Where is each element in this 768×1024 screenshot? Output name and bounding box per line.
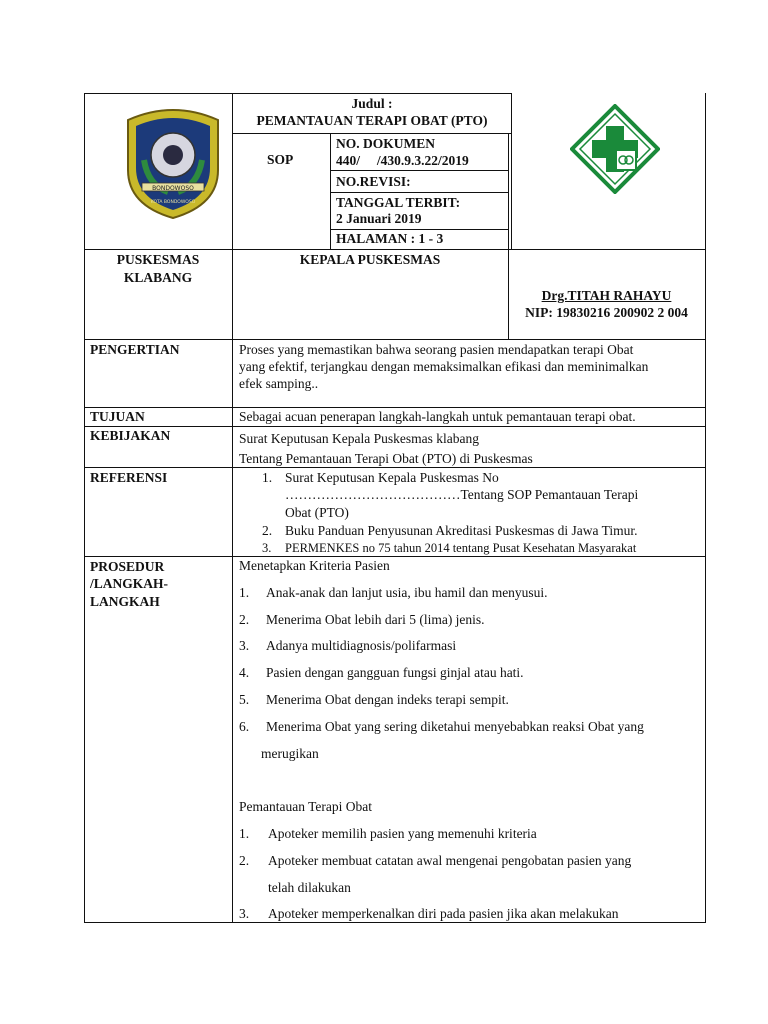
- s2-item-2-cont: telah dilakukan: [268, 880, 351, 895]
- s1-item-4-num: 4.: [239, 665, 250, 680]
- doc-info-divider-2: [330, 192, 509, 193]
- org-name-line1: PUSKESMAS: [116, 252, 200, 267]
- org-name-line2: KLABANG: [123, 270, 193, 285]
- s2-item-1-text: Apoteker memilih pasien yang memenuhi kriteria: [268, 826, 537, 841]
- tanggal-terbit-label: TANGGAL TERBIT:: [336, 195, 461, 210]
- section2-title: Pemantauan Terapi Obat: [239, 799, 373, 814]
- pengertian-line-1: Proses yang memastikan bahwa seorang pasien mendapatkan terapi Obat: [239, 342, 634, 357]
- pengertian-label: PENGERTIAN: [90, 342, 180, 357]
- s1-item-6-cont: merugikan: [261, 746, 319, 761]
- no-revisi-label: NO.REVISI:: [336, 174, 411, 189]
- judul-label: Judul :: [351, 96, 393, 111]
- prosedur-label-line2: /LANGKAH-: [90, 576, 169, 591]
- prosedur-label-line3: LANGKAH: [90, 594, 160, 609]
- svg-text:KOTA BONDOWOSO: KOTA BONDOWOSO: [150, 200, 196, 205]
- svg-text:BONDOWOSO: BONDOWOSO: [152, 185, 194, 192]
- referensi-label: REFERENSI: [90, 470, 168, 485]
- doc-info-divider-1: [330, 170, 509, 171]
- no-dokumen-label: NO. DOKUMEN: [336, 136, 435, 151]
- s2-item-1-num: 1.: [239, 826, 250, 841]
- s1-item-3-text: Adanya multidiagnosis/polifarmasi: [266, 638, 457, 653]
- pengertian-line-3: efek samping..: [239, 376, 319, 391]
- referensi-num-2: 2.: [262, 523, 273, 538]
- s1-item-5-num: 5.: [239, 692, 250, 707]
- table-right-border: [705, 93, 706, 923]
- s1-item-5-text: Menerima Obat dengan indeks terapi sempit.: [266, 692, 509, 707]
- referensi-3-line-1: PERMENKES no 75 tahun 2014 tentang Pusat Kesehatan Masyarakat: [285, 541, 637, 555]
- title-row-divider: [232, 133, 512, 134]
- pengertian-line-2: yang efektif, terjangkau dengan memaksimalkan efikasi dan meminimalkan: [239, 359, 649, 374]
- s1-item-2-num: 2.: [239, 612, 250, 627]
- header-bottom-divider: [84, 249, 706, 250]
- s1-item-1-text: Anak-anak dan lanjut usia, ibu hamil dan menyusui.: [266, 585, 548, 600]
- signatory-nip: NIP: 19830216 200902 2 004: [525, 305, 688, 320]
- no-dokumen-value: 440/ /430.9.3.22/2019: [336, 153, 469, 168]
- signatory-name: Drg.TITAH RAHAYU: [541, 288, 672, 303]
- regional-crest-logo: [118, 100, 228, 220]
- s1-item-2-text: Menerima Obat lebih dari 5 (lima) jenis.: [266, 612, 485, 627]
- table-bottom-border: [84, 922, 706, 923]
- sop-column-divider: [330, 133, 331, 249]
- referensi-bottom-divider: [84, 556, 706, 557]
- s2-item-2-num: 2.: [239, 853, 250, 868]
- halaman-label: HALAMAN : 1 - 3: [336, 231, 444, 246]
- pengertian-bottom-divider: [84, 407, 706, 408]
- doc-info-divider-3: [330, 229, 509, 230]
- prosedur-label-line1: PROSEDUR: [90, 559, 165, 574]
- referensi-num-3: 3.: [262, 541, 272, 555]
- referensi-1-line-3: Obat (PTO): [285, 505, 349, 520]
- section1-title: Menetapkan Kriteria Pasien: [239, 558, 390, 573]
- referensi-num-1: 1.: [262, 470, 273, 485]
- referensi-1-line-2: …………………………………Tentang SOP Pemantauan Terapi: [285, 487, 639, 502]
- referensi-2-line-1: Buku Panduan Penyusunan Akreditasi Puskesmas di Jawa Timur.: [285, 523, 638, 538]
- kepala-puskesmas-label: KEPALA PUSKESMAS: [299, 252, 441, 267]
- s1-item-3-num: 3.: [239, 638, 250, 653]
- puskesmas-cross-logo: [570, 104, 660, 194]
- tujuan-label: TUJUAN: [90, 409, 145, 424]
- label-column-divider: [232, 93, 233, 923]
- tanggal-terbit-value: 2 Januari 2019: [336, 211, 422, 226]
- tujuan-bottom-divider: [84, 426, 706, 427]
- s1-item-6-text: Menerima Obat yang sering diketahui menyebabkan reaksi Obat yang: [266, 719, 644, 734]
- sign-bottom-divider: [84, 339, 706, 340]
- referensi-1-line-1: Surat Keputusan Kepala Puskesmas No: [285, 470, 499, 485]
- kebijakan-line-1: Surat Keputusan Kepala Puskesmas klabang: [239, 431, 479, 446]
- doc-info-right-divider: [508, 133, 509, 249]
- s2-item-3-text: Apoteker memperkenalkan diri pada pasien jika akan melakukan: [268, 906, 619, 921]
- kebijakan-bottom-divider: [84, 467, 706, 468]
- s1-item-1-num: 1.: [239, 585, 250, 600]
- s2-item-2-text: Apoteker membuat catatan awal mengenai pengobatan pasien yang: [268, 853, 632, 868]
- table-left-border: [84, 93, 85, 923]
- tujuan-text: Sebagai acuan penerapan langkah-langkah untuk pemantauan terapi obat.: [239, 409, 636, 424]
- s1-item-6-num: 6.: [239, 719, 250, 734]
- s1-item-4-text: Pasien dengan gangguan fungsi ginjal atau hati.: [266, 665, 524, 680]
- sop-label: SOP: [267, 152, 294, 167]
- s2-item-3-num: 3.: [239, 906, 250, 921]
- kebijakan-line-2: Tentang Pemantauan Terapi Obat (PTO) di Puskesmas: [239, 451, 533, 466]
- table-top-border: [84, 93, 512, 94]
- kebijakan-label: KEBIJAKAN: [90, 428, 171, 443]
- document-title: PEMANTAUAN TERAPI OBAT (PTO): [256, 113, 488, 128]
